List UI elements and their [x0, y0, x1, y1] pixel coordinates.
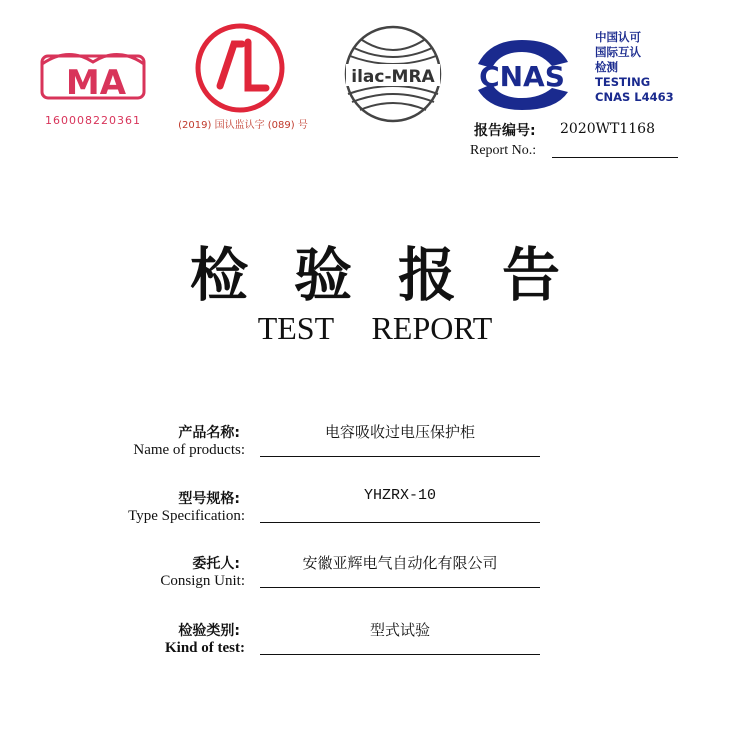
field-consign-unit — [0, 553, 750, 603]
field-label-en: Type Specification: — [128, 508, 245, 524]
ilac-text: ilac-MRA — [351, 67, 435, 87]
field-underline — [260, 654, 540, 655]
field-type-spec — [0, 488, 750, 538]
cma-number: 160008220361 — [45, 114, 141, 127]
cal-mark-icon — [190, 22, 290, 114]
report-no-underline — [552, 157, 678, 158]
cma-text: MA — [65, 63, 127, 103]
field-label-cn: 检验类别: — [178, 623, 240, 639]
field-value: 安徽亚辉电气自动化有限公司 — [302, 554, 498, 572]
cal-logo — [190, 22, 290, 114]
cnas-logo — [460, 34, 584, 114]
field-label-cn: 委托人: — [192, 556, 240, 572]
field-label-en: Name of products: — [133, 442, 245, 458]
field-underline — [260, 456, 540, 457]
cnas-side-line: 中国认可 — [595, 30, 641, 44]
field-value: 电容吸收过电压保护柜 — [324, 423, 475, 441]
cma-logo — [38, 50, 148, 112]
cal-text: AL — [239, 112, 241, 113]
field-underline — [260, 522, 540, 523]
cnas-text: CNAS — [479, 60, 565, 93]
title-cn: 检验报告 — [189, 241, 606, 309]
cal-caption: (2019) 国认监认字 (089) 号 — [178, 120, 308, 131]
report-no-label-en: Report No.: — [470, 143, 537, 158]
cnas-side-line: 检测 — [595, 60, 618, 74]
report-no-label-cn: 报告编号: — [474, 123, 536, 139]
field-label-en: Kind of test: — [165, 640, 245, 656]
field-value: YHZRX-10 — [363, 487, 436, 504]
cma-mark-icon — [38, 50, 148, 112]
cnas-side-line: 国际互认 — [595, 45, 641, 59]
cnas-side-line: CNAS L4463 — [595, 90, 674, 104]
field-kind-of-test — [0, 620, 750, 670]
field-value: 型式试验 — [369, 621, 430, 639]
cnas-side-text — [595, 30, 715, 105]
report-no-value: 2020WT1168 — [560, 121, 655, 137]
ilac-globe-icon — [340, 24, 446, 124]
title-en: TEST REPORT — [257, 310, 493, 346]
field-product-name — [0, 422, 750, 472]
field-label-cn: 型号规格: — [178, 491, 240, 507]
cnas-mark-icon — [460, 34, 584, 114]
ilac-mra-logo — [340, 24, 446, 124]
cnas-side-line: TESTING — [595, 75, 651, 89]
field-label-cn: 产品名称: — [178, 425, 240, 441]
field-underline — [260, 587, 540, 588]
field-label-en: Consign Unit: — [160, 573, 245, 589]
